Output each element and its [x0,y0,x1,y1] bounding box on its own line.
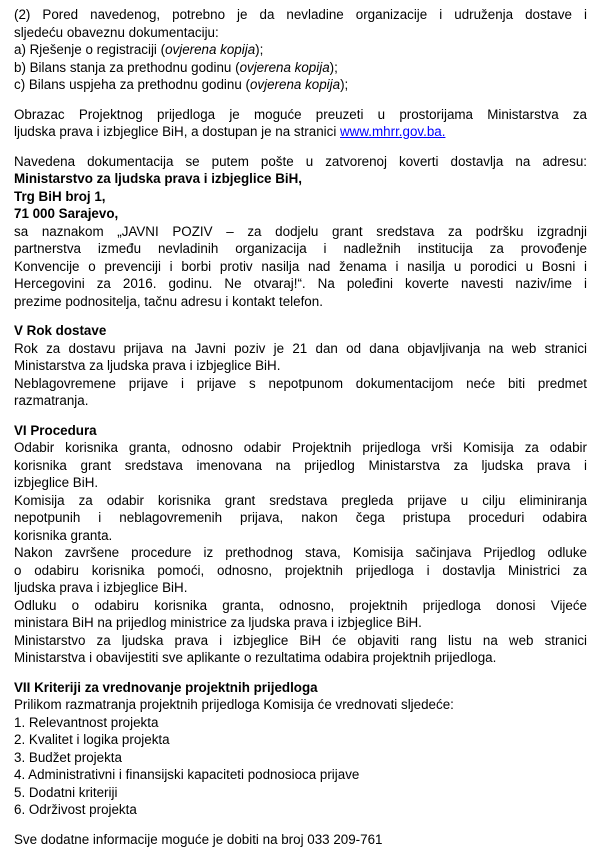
text-line [14,527,587,545]
text-line [14,696,587,714]
bold-text: 71 000 Sarajevo, [14,206,119,221]
required-docs-paragraph [14,6,587,94]
text-line [14,375,587,393]
address-city-line [14,205,587,223]
text-line [14,357,587,375]
text-span: 3. Budžet projekta [14,749,122,765]
text-span: ljudska prava i izbjeglice BiH, a dostupan je na stranici [14,124,341,139]
contact-info-line [14,831,587,849]
contact-info [14,831,587,849]
text-span: Obrazac Projektnog prijedloga je moguće preuzeti u prostorijama Ministarstva za [14,106,587,122]
section-v-rok-dostave [14,322,587,410]
text-span: Ministarstva i obavijestiti sve aplikante o rezultatima odabira projektnih prijedloga. [14,650,497,665]
text-span: b) Bilans stanja za prethodnu godinu ( [14,59,240,75]
text-span: Sve dodatne informacije moguće je dobiti na broj 033 209-761 [14,831,383,847]
criteria-item-2 [14,731,587,749]
section-heading-v [14,322,587,340]
text-line [14,41,587,59]
text-line [14,76,587,94]
criteria-item-4 [14,766,587,784]
text-line [14,293,587,311]
text-span: Navedena dokumentacija se putem pošte u zatvorenoj koverti dostavlja na adresu: [14,153,587,169]
text-span: korisnika grant sredstava imenovana na prijedlog Ministarstva za ljudska prava i [14,457,587,473]
italic-text: ovjerena kopija [239,59,330,75]
text-line [14,614,587,632]
text-line [14,240,587,258]
criteria-item-5 [14,784,587,802]
text-line [14,492,587,510]
text-span: 6. Održivost projekta [14,802,137,817]
text-span: prezime podnositelja, tačnu adresu i kontakt telefon. [14,293,323,309]
text-span: Odluku o odabiru korisnika granta, odnosno, projektnih prijedloga donosi Vijeće [14,597,587,613]
text-line [14,59,587,77]
text-span: 1. Relevantnost projekta [14,714,159,730]
bold-text: V Rok dostave [14,323,107,338]
bold-text: VI Procedura [14,422,97,438]
text-span: razmatranja. [14,393,89,408]
text-line [14,439,587,457]
text-line [14,579,587,597]
text-line [14,258,587,276]
text-span: Ministarstva za ljudska prava i izbjeglice BiH. [14,358,281,373]
text-line [14,544,587,562]
text-span: ljudska prava i izbjeglice BiH. [14,580,188,595]
text-line [14,392,587,410]
text-line [14,597,587,615]
criteria-item-3 [14,749,587,767]
criteria-item-1 [14,714,587,732]
text-span: izbjeglice BiH. [14,475,99,490]
text-line [14,562,587,580]
text-span: korisnika granta. [14,527,113,543]
address-street-line [14,188,587,206]
text-line [14,509,587,527]
italic-text: ovjerena kopija [249,77,341,92]
text-span: nepotpunih i neblagovremenih prijava, nakon čega pristupa proceduri odabira [14,510,587,525]
text-span: partnerstva između nevladinih organizacija i nadležnih institucija za provođenje [14,241,587,256]
text-line [14,123,587,141]
text-line [14,6,587,24]
text-span: a) Rješenje o registraciji ( [14,42,166,57]
text-span: (2) Pored navedenog, potrebno je da nevladine organizacije i udruženja dostave i [14,7,587,22]
text-span: Rok za dostavu prijava na Javni poziv je 21 dan od dana objavljivanja na web stranici [14,340,587,356]
text-line [14,153,587,171]
text-line [14,106,587,124]
bold-text: VII Kriteriji za vrednovanje projektnih prijedloga [14,679,318,695]
text-line [14,457,587,475]
text-span: c) Bilans uspjeha za prethodnu godinu ( [14,77,250,92]
text-span: Nakon završene procedure iz prethodnog stava, Komisija sačinjava Prijedlog odluke [14,545,587,560]
text-span: Neblagovremene prijave i prijave s nepotpunom dokumentacijom neće biti predmet [14,375,587,391]
text-span: 5. Dodatni kriteriji [14,784,118,800]
address-ministry-line [14,170,587,188]
mhrr-link[interactable]: www.mhrr.gov.ba. [340,124,446,139]
text-line [14,340,587,358]
text-span: Hercegovini za 2016. godinu. Ne otvaraj!“. Na poleđini koverte navesti naziv/ime i [14,276,587,291]
mailing-address-paragraph [14,153,587,311]
text-span: ministara BiH na prijedlog ministrice za ljudska prava i izbjeglice BiH. [14,615,422,630]
text-span: sa naznakom „JAVNI POZIV – za dodjelu grant sredstava za podršku izgradnji [14,223,587,239]
bold-text: Ministarstvo za ljudska prava i izbjeglice BiH, [14,171,302,186]
text-span: 2. Kvalitet i logika projekta [14,732,170,747]
bold-text: Trg BiH broj 1, [14,188,106,204]
text-line [14,632,587,650]
form-availability-paragraph [14,106,587,141]
text-line [14,223,587,241]
section-vi-procedura [14,422,587,667]
section-heading-vii [14,679,587,697]
text-span: o odabiru korisnika pomoći, odnosno, projektnih prijedloga i dostavlja Ministrici za [14,562,587,578]
text-line [14,275,587,293]
text-span: ); [255,42,264,57]
text-span: Konvencije o prevenciji i borbi protiv nasilja nad ženama i nasilja u porodici u Bosni i [14,258,587,274]
text-span: ); [329,59,338,75]
section-heading-vi [14,422,587,440]
text-span: Prilikom razmatranja projektnih prijedloga Komisija će vrednovati sljedeće: [14,697,454,712]
text-span: 4. Administrativni i finansijski kapaciteti podnosioca prijave [14,767,360,782]
text-span: sljedeću obaveznu dokumentaciju: [14,24,219,40]
italic-text: ovjerena kopija [165,42,256,57]
text-span: Komisija za odabir korisnika grant sredstava pregleda prijave u cilju eliminiranja [14,492,587,508]
text-span: ); [340,77,349,92]
section-vii-kriteriji [14,679,587,819]
text-span: Ministarstvo za ljudska prava i izbjeglice BiH će objaviti rang listu na web stranici [14,632,587,648]
text-line [14,474,587,492]
text-span: Odabir korisnika granta, odnosno odabir Projektnih prijedloga vrši Komisija za odabir [14,440,587,455]
text-line [14,24,587,42]
text-line [14,649,587,667]
criteria-item-6 [14,801,587,819]
